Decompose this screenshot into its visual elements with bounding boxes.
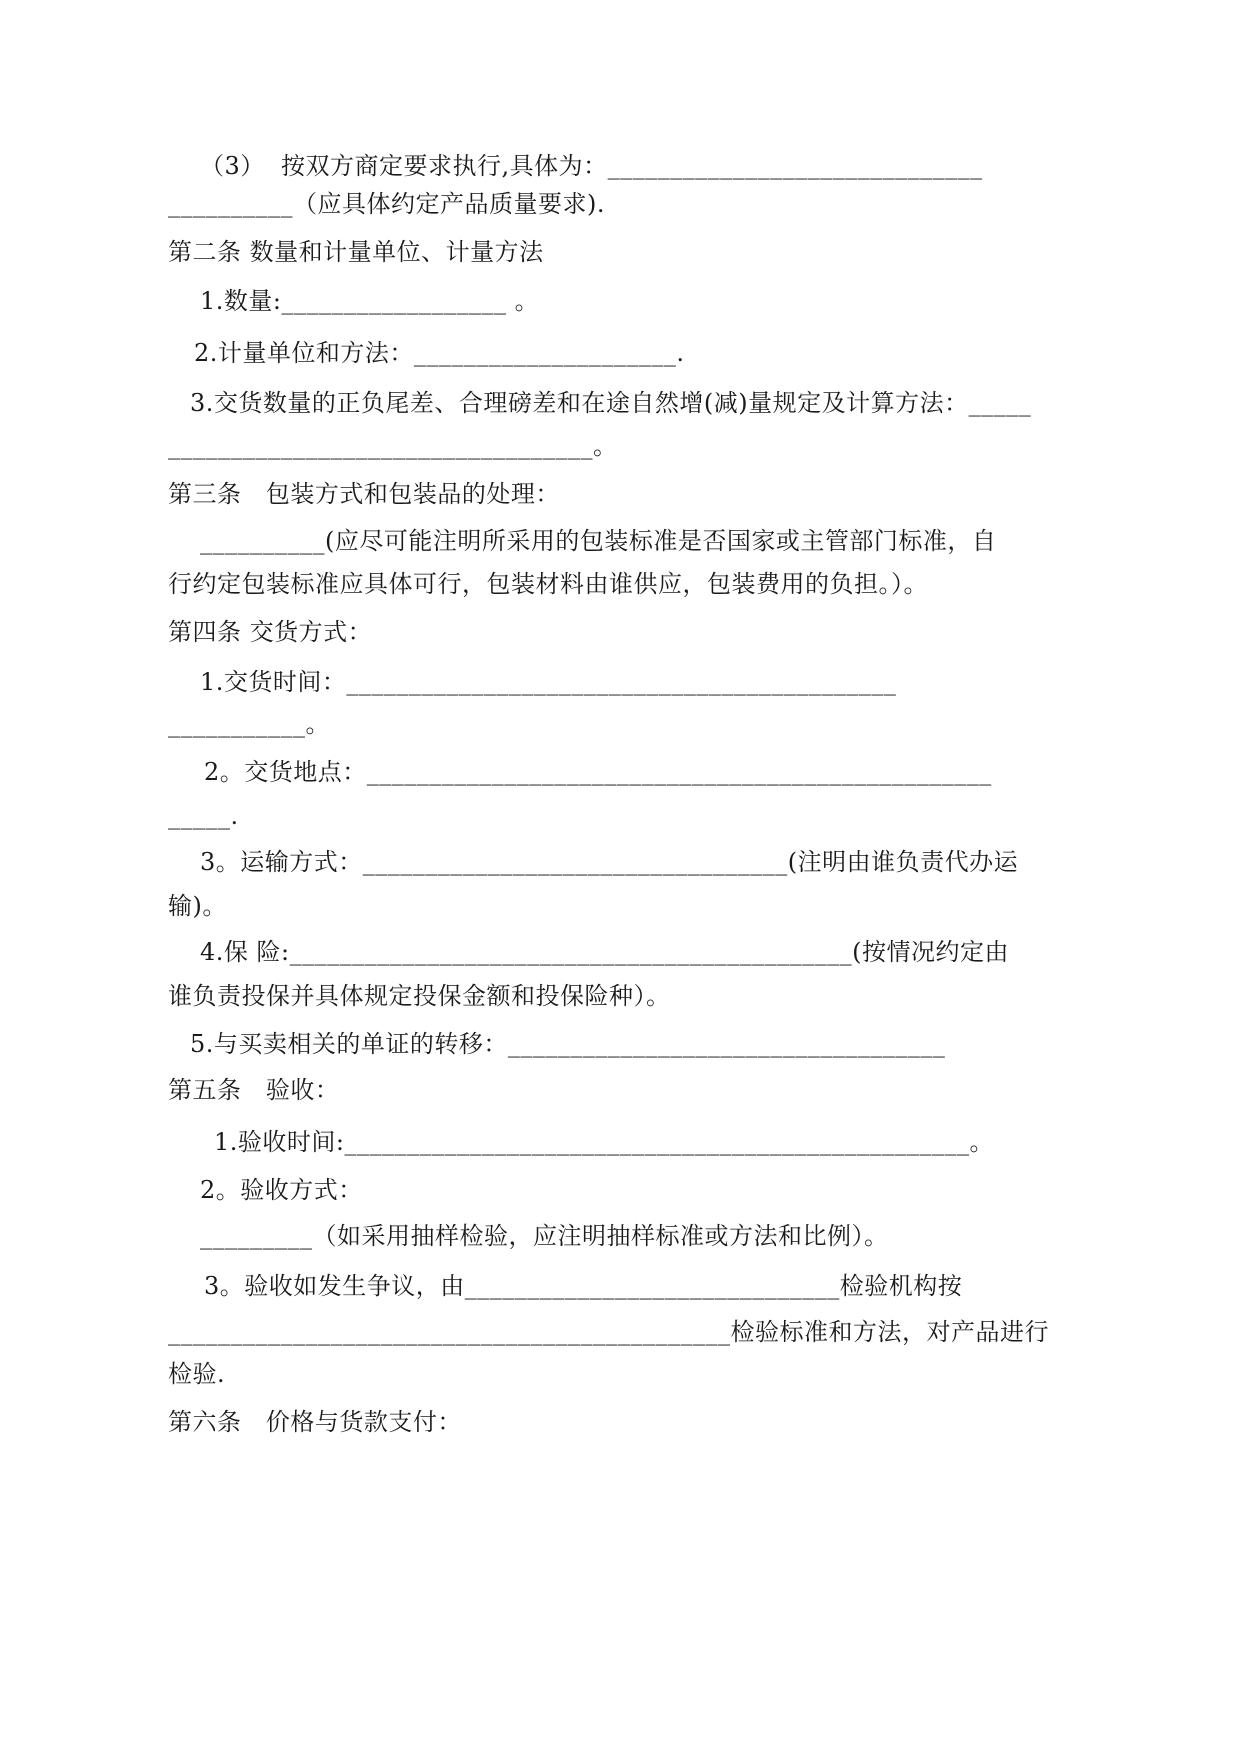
article-5-item-2: 2。验收方式： [200,1176,363,1204]
article-4-item-2-line2: _____. [168,802,239,830]
article-4-item-4-line2: 谁负责投保并具体规定投保金额和投保险种）。 [168,982,671,1010]
article-4-item-5: 5.与买卖相关的单证的转移：___________________________________ [190,1030,946,1058]
article-5-item-1: 1.验收时间:__________________________________________________。 [214,1128,994,1156]
quality-item-3-line1: （3） 按双方商定要求执行,具体为：______________________________ [200,152,983,180]
article-4-item-1-line1: 1.交货时间：____________________________________________ [200,668,897,696]
article-5-heading: 第五条 验收： [168,1076,340,1104]
article-5-item-2-body: _________（如采用抽样检验，应注明抽样标准或方法和比例）。 [200,1222,889,1250]
article-4-item-3-line2: 输)。 [168,892,227,920]
article-4-item-1-line2: ___________。 [168,710,330,738]
article-3-heading: 第三条 包装方式和包装品的处理： [168,480,560,508]
article-5-item-3-line2: _____________________________________________检验标准和方法，对产品进行 [168,1318,1049,1346]
article-5-item-3-line1: 3。验收如发生争议，由______________________________检验机构按 [204,1272,963,1300]
article-2-item-2: 2.计量单位和方法：_____________________. [194,339,685,367]
article-2-item-3-line2: __________________________________。 [168,432,618,460]
article-2-heading: 第二条 数量和计量单位、计量方法 [168,238,544,266]
quality-item-3-line2: __________（应具体约定产品质量要求). [168,190,605,218]
article-4-item-4-line1: 4.保 险:_____________________________________________(按情况约定由 [200,938,1009,966]
article-5-item-3-line3: 检验. [168,1360,226,1388]
article-4-heading: 第四条 交货方式： [168,618,373,646]
article-6-heading: 第六条 价格与货款支付： [168,1408,462,1436]
article-3-body-line1: __________(应尽可能注明所采用的包装标准是否国家或主管部门标准，自 [200,527,997,555]
article-3-body-line2: 行约定包装标准应具体可行，包装材料由谁供应，包装费用的负担。）。 [168,570,928,598]
article-2-item-1: 1.数量:__________________ 。 [200,287,540,315]
article-4-item-2-line1: 2。交货地点：__________________________________________________ [204,758,992,786]
article-2-item-3-line1: 3.交货数量的正负尾差、合理磅差和在途自然增(减)量规定及计算方法：_____ [190,389,1032,417]
article-4-item-3-line1: 3。运输方式：__________________________________(注明由谁负责代办运 [200,848,1019,876]
